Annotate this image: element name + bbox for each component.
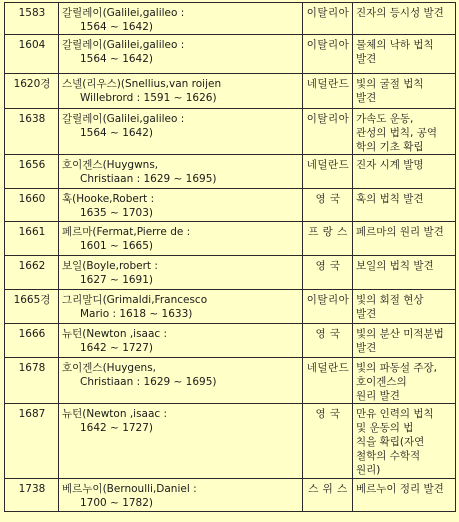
event-line: 빛의 회절 현상 [356,294,424,306]
event-line: 호이겐스의 [356,376,407,388]
scientist-cell [59,256,303,290]
event-line: 발견 [356,308,377,320]
event-cell [353,324,456,358]
event-cell [353,256,456,290]
scientist-cell [59,74,303,109]
year-cell: 1604 [5,35,59,74]
event-cell [353,290,456,324]
event-line: 발견 [356,92,377,104]
country-cell: 네덜란드 [303,155,353,189]
event-cell [353,479,456,512]
event-line: 발견 [356,53,377,65]
event-line: 및 운동의 법 [356,422,414,434]
scientist-name: 뉴턴(Newton ,isaac : [62,328,168,340]
table-row [5,155,456,189]
table-row [5,189,456,222]
scientist-cell [59,404,303,479]
scientist-cell [59,222,303,256]
scientist-cell [59,479,303,512]
history-table [4,2,456,512]
country-cell: 이탈리아 [303,109,353,155]
year-cell: 1662 [5,256,59,290]
scientist-name: 보일(Boyle,robert : [62,260,158,272]
table-row [5,358,456,404]
country-cell: 스 위 스 [303,479,353,512]
event-line: 빛의 굴절 법칙 [356,78,424,90]
scientist-cell [59,109,303,155]
scientist-dates: 1601 ~ 1665) [80,240,154,252]
year-cell: 1638 [5,109,59,155]
event-cell [353,3,456,35]
scientist-dates: Christiaan : 1629 ~ 1695) [80,376,217,388]
event-line: 페르마의 원리 발견 [356,226,444,238]
scientist-name: 훅(Hooke,Robert : [62,193,155,205]
event-line: 원리) [356,464,381,476]
table-row [5,222,456,256]
year-cell: 1656 [5,155,59,189]
event-cell [353,155,456,189]
table-row [5,404,456,479]
event-line: 보일의 법칙 발견 [356,260,434,272]
event-line: 빛의 파동설 주장, [356,362,438,374]
year-cell: 1738 [5,479,59,512]
event-line: 학의 기초 확립 [356,141,424,153]
table-row [5,479,456,512]
year-cell: 1660 [5,189,59,222]
scientist-name: 갈릴레이(Galilei,galileo : [62,39,185,51]
scientist-dates: 1642 ~ 1727) [80,342,154,354]
event-cell [353,358,456,404]
scientist-cell [59,358,303,404]
event-line: 빛의 분산 미적분법 [356,328,444,340]
event-cell [353,189,456,222]
event-cell [353,404,456,479]
table-row [5,290,456,324]
scientist-cell [59,35,303,74]
event-line: 진자 시계 발명 [356,159,424,171]
year-cell: 1620경 [5,74,59,109]
event-line: 가속도 운동, [356,113,414,125]
event-line: 철학의 수학적 [356,450,421,462]
country-cell: 영 국 [303,324,353,358]
event-line: 관성의 법칙, 공역 [356,127,438,139]
year-cell: 1687 [5,404,59,479]
scientist-name: 페르마(Fermat,Pierre de : [62,226,191,238]
scientist-dates: 1635 ~ 1703) [80,207,154,219]
table-row [5,3,456,35]
country-cell: 이탈리아 [303,3,353,35]
scientist-name: 갈릴레이(Galilei,galileo : [62,7,185,19]
scientist-dates: 1700 ~ 1782) [80,497,154,509]
scientist-dates: 1564 ~ 1642) [80,127,154,139]
scientist-name: 베르누이(Bernoulli,Daniel : [62,483,197,495]
table-row [5,74,456,109]
scientist-cell [59,189,303,222]
scientist-name: 호이겐스(Huygwns, [62,159,159,171]
event-line: 물체의 낙하 법칙 [356,39,434,51]
scientist-cell [59,324,303,358]
event-line: 원리 발견 [356,390,400,402]
country-cell: 영 국 [303,404,353,479]
country-cell: 영 국 [303,256,353,290]
year-cell: 1661 [5,222,59,256]
year-cell: 1666 [5,324,59,358]
year-cell: 1665경 [5,290,59,324]
event-line: 훅의 법칙 발견 [356,193,424,205]
event-line: 발견 [356,342,377,354]
event-cell [353,35,456,74]
scientist-name: 뉴턴(Newton ,isaac : [62,408,168,420]
event-cell [353,74,456,109]
event-cell [353,109,456,155]
scientist-dates: Mario : 1618 ~ 1633) [80,308,193,320]
country-cell: 네덜란드 [303,74,353,109]
country-cell: 프 랑 스 [303,222,353,256]
table-row [5,109,456,155]
scientist-name: 호이겐스(Huygens, [62,362,157,374]
country-cell: 네덜란드 [303,358,353,404]
year-cell: 1583 [5,3,59,35]
scientist-name: 그리말디(Grimaldi,Francesco [62,294,208,306]
country-cell: 이탈리아 [303,35,353,74]
event-line: 칙을 확립(자연 [356,436,425,448]
scientist-dates: Christiaan : 1629 ~ 1695) [80,173,217,185]
scientist-dates: 1564 ~ 1642) [80,21,154,33]
country-cell: 영 국 [303,189,353,222]
country-cell: 이탈리아 [303,290,353,324]
scientist-cell [59,290,303,324]
scientist-name: 갈릴레이(Galilei,galileo : [62,113,185,125]
event-line: 만유 인력의 법칙 [356,408,434,420]
year-cell: 1678 [5,358,59,404]
scientist-dates: 1564 ~ 1642) [80,53,154,65]
event-line: 진자의 등시성 발견 [356,7,444,19]
event-line: 베르누이 정리 발견 [356,483,444,495]
scientist-dates: 1642 ~ 1727) [80,422,154,434]
table-row [5,324,456,358]
event-cell [353,222,456,256]
scientist-dates: 1627 ~ 1691) [80,274,154,286]
scientist-name: 스넬(리우스)(Snellius,van roijen [62,78,222,90]
scientist-cell [59,155,303,189]
table-row [5,256,456,290]
table-row [5,35,456,74]
scientist-dates: Willebrord : 1591 ~ 1626) [80,92,217,104]
scientist-cell [59,3,303,35]
